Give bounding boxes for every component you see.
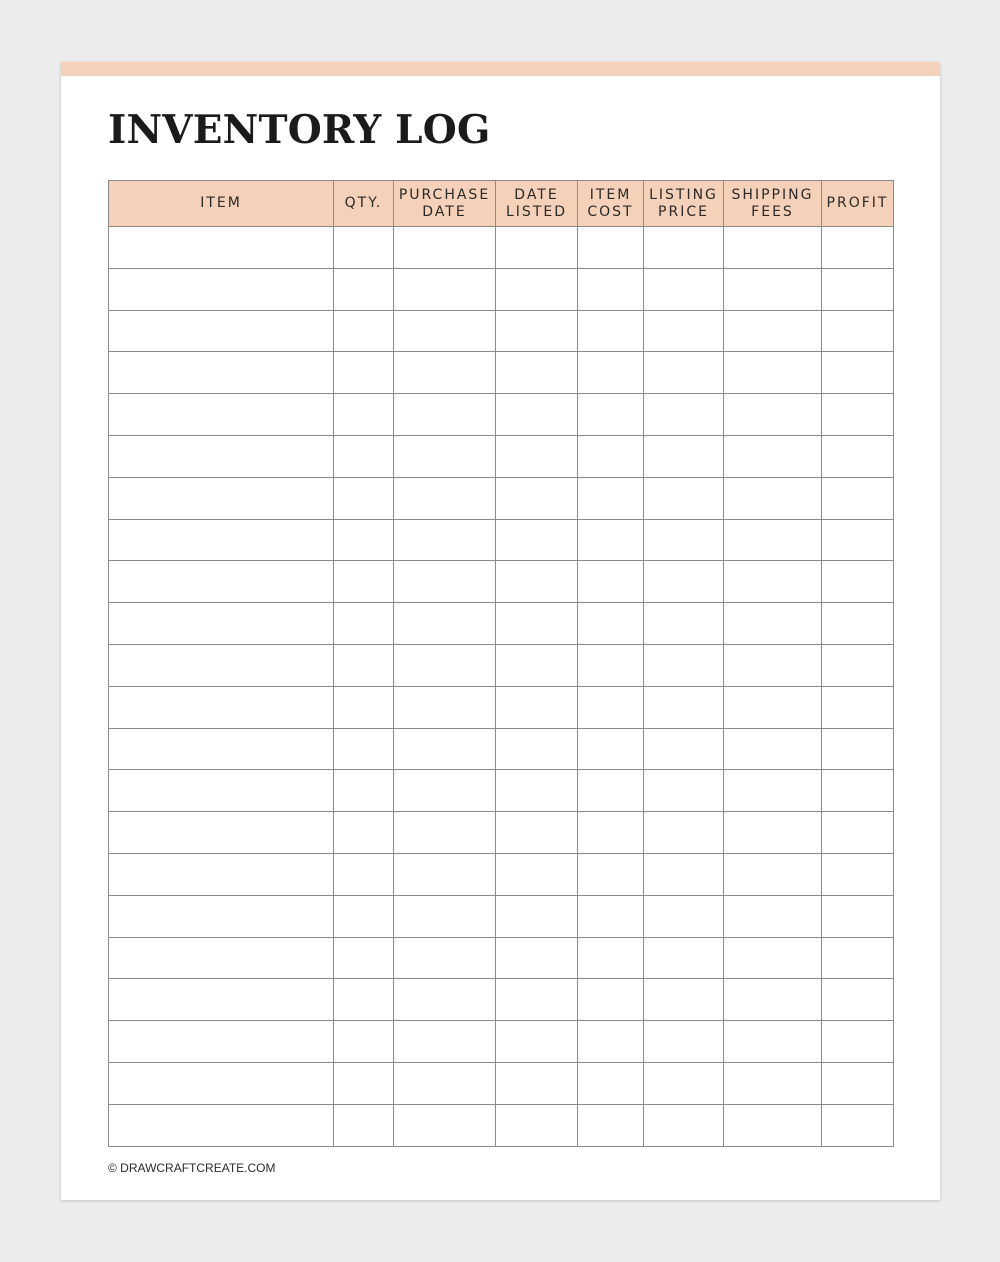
table-cell-item-cost: [578, 561, 644, 603]
table-cell-item: [109, 519, 334, 561]
table-cell-purchase-date: [394, 435, 496, 477]
table-cell-item: [109, 895, 334, 937]
table-cell-item-cost: [578, 603, 644, 645]
table-cell-shipping-fees: [724, 268, 822, 310]
table-cell-qty: [334, 770, 394, 812]
table-cell-date-listed: [496, 853, 578, 895]
table-cell-listing-price: [644, 644, 724, 686]
table-cell-listing-price: [644, 1021, 724, 1063]
table-cell-purchase-date: [394, 770, 496, 812]
table-cell-item: [109, 603, 334, 645]
table-cell-profit: [822, 310, 894, 352]
table-cell-profit: [822, 728, 894, 770]
table-cell-shipping-fees: [724, 1062, 822, 1104]
table-cell-item: [109, 394, 334, 436]
table-cell-item: [109, 268, 334, 310]
table-cell-listing-price: [644, 686, 724, 728]
table-cell-item-cost: [578, 227, 644, 269]
table-row: [109, 310, 894, 352]
table-cell-shipping-fees: [724, 352, 822, 394]
column-header-label: LISTED: [506, 203, 567, 220]
table-cell-item: [109, 1104, 334, 1146]
table-cell-profit: [822, 352, 894, 394]
table-cell-item: [109, 770, 334, 812]
table-cell-shipping-fees: [724, 895, 822, 937]
table-cell-purchase-date: [394, 352, 496, 394]
table-row: [109, 770, 894, 812]
table-cell-date-listed: [496, 603, 578, 645]
table-cell-listing-price: [644, 477, 724, 519]
table-cell-item-cost: [578, 812, 644, 854]
table-cell-purchase-date: [394, 853, 496, 895]
column-header-label: PROFIT: [826, 195, 889, 211]
table-cell-item-cost: [578, 519, 644, 561]
table-cell-shipping-fees: [724, 561, 822, 603]
table-cell-item: [109, 310, 334, 352]
table-cell-item-cost: [578, 477, 644, 519]
table-cell-purchase-date: [394, 394, 496, 436]
table-cell-purchase-date: [394, 1062, 496, 1104]
table-cell-shipping-fees: [724, 644, 822, 686]
column-header-label: LISTING: [649, 186, 718, 203]
table-cell-purchase-date: [394, 519, 496, 561]
table-cell-item-cost: [578, 1062, 644, 1104]
table-cell-listing-price: [644, 1062, 724, 1104]
table-cell-purchase-date: [394, 937, 496, 979]
table-cell-profit: [822, 1021, 894, 1063]
table-cell-listing-price: [644, 519, 724, 561]
table-cell-purchase-date: [394, 603, 496, 645]
table-cell-date-listed: [496, 1021, 578, 1063]
table-cell-date-listed: [496, 310, 578, 352]
table-row: [109, 519, 894, 561]
table-cell-date-listed: [496, 227, 578, 269]
table-row: [109, 394, 894, 436]
table-cell-item-cost: [578, 352, 644, 394]
table-cell-date-listed: [496, 686, 578, 728]
table-cell-shipping-fees: [724, 477, 822, 519]
table-cell-listing-price: [644, 603, 724, 645]
printable-sheet: [61, 62, 940, 1200]
table-cell-qty: [334, 728, 394, 770]
table-header-row: [109, 181, 894, 227]
table-row: [109, 603, 894, 645]
table-row: [109, 812, 894, 854]
table-cell-date-listed: [496, 895, 578, 937]
table-row: [109, 686, 894, 728]
column-header-label: DATE: [514, 186, 559, 203]
table-cell-date-listed: [496, 979, 578, 1021]
table-cell-qty: [334, 394, 394, 436]
table-cell-purchase-date: [394, 644, 496, 686]
table-cell-profit: [822, 812, 894, 854]
column-header-label: ITEM: [200, 195, 242, 211]
table-row: [109, 435, 894, 477]
table-cell-qty: [334, 435, 394, 477]
table-cell-item-cost: [578, 394, 644, 436]
table-row: [109, 644, 894, 686]
table-row: [109, 227, 894, 269]
accent-bar: [61, 62, 940, 76]
table-cell-purchase-date: [394, 1021, 496, 1063]
table-cell-purchase-date: [394, 561, 496, 603]
table-cell-shipping-fees: [724, 394, 822, 436]
table-cell-qty: [334, 1021, 394, 1063]
table-cell-listing-price: [644, 310, 724, 352]
table-cell-purchase-date: [394, 812, 496, 854]
copyright-footer: © DRAWCRAFTCREATE.COM: [108, 1161, 276, 1175]
table-cell-qty: [334, 352, 394, 394]
table-cell-item-cost: [578, 895, 644, 937]
table-cell-listing-price: [644, 728, 724, 770]
column-header-label: PURCHASE: [398, 186, 491, 203]
table-cell-profit: [822, 394, 894, 436]
table-cell-qty: [334, 310, 394, 352]
table-cell-shipping-fees: [724, 770, 822, 812]
table-cell-item-cost: [578, 728, 644, 770]
inventory-table: [108, 180, 894, 1147]
table-row: [109, 1021, 894, 1063]
table-cell-shipping-fees: [724, 310, 822, 352]
table-cell-date-listed: [496, 394, 578, 436]
column-header-label: FEES: [751, 203, 794, 220]
table-cell-date-listed: [496, 561, 578, 603]
table-cell-qty: [334, 519, 394, 561]
table-cell-purchase-date: [394, 268, 496, 310]
table-cell-shipping-fees: [724, 519, 822, 561]
table-cell-item-cost: [578, 644, 644, 686]
table-cell-item: [109, 1021, 334, 1063]
table-cell-item: [109, 812, 334, 854]
table-cell-item: [109, 477, 334, 519]
table-cell-item: [109, 728, 334, 770]
table-cell-item-cost: [578, 268, 644, 310]
table-cell-listing-price: [644, 770, 724, 812]
table-cell-profit: [822, 853, 894, 895]
page-title: INVENTORY LOG: [108, 107, 491, 153]
table-cell-profit: [822, 686, 894, 728]
table-cell-listing-price: [644, 1104, 724, 1146]
table-cell-profit: [822, 435, 894, 477]
table-cell-item: [109, 937, 334, 979]
table-row: [109, 937, 894, 979]
table-cell-item-cost: [578, 979, 644, 1021]
table-cell-profit: [822, 561, 894, 603]
table-cell-listing-price: [644, 352, 724, 394]
table-cell-qty: [334, 812, 394, 854]
table-cell-purchase-date: [394, 728, 496, 770]
table-body: [109, 227, 894, 1147]
table-cell-listing-price: [644, 812, 724, 854]
column-header-label: COST: [587, 203, 634, 220]
column-header-label: DATE: [422, 203, 467, 220]
table-cell-item: [109, 686, 334, 728]
table-cell-listing-price: [644, 853, 724, 895]
column-header-profit: [822, 181, 894, 227]
table-cell-date-listed: [496, 477, 578, 519]
table-cell-purchase-date: [394, 227, 496, 269]
table-row: [109, 1062, 894, 1104]
column-header-label: ITEM: [589, 186, 632, 203]
table-cell-shipping-fees: [724, 686, 822, 728]
table-cell-shipping-fees: [724, 435, 822, 477]
table-cell-listing-price: [644, 561, 724, 603]
table-cell-qty: [334, 603, 394, 645]
table-cell-qty: [334, 268, 394, 310]
table-cell-profit: [822, 644, 894, 686]
table-cell-date-listed: [496, 435, 578, 477]
table-cell-item-cost: [578, 1104, 644, 1146]
table-cell-item-cost: [578, 435, 644, 477]
table-cell-item-cost: [578, 937, 644, 979]
table-cell-item-cost: [578, 1021, 644, 1063]
table-cell-profit: [822, 227, 894, 269]
table-cell-shipping-fees: [724, 812, 822, 854]
table-cell-purchase-date: [394, 1104, 496, 1146]
table-cell-purchase-date: [394, 686, 496, 728]
table-cell-date-listed: [496, 937, 578, 979]
table-cell-qty: [334, 895, 394, 937]
table-cell-profit: [822, 603, 894, 645]
table-cell-item: [109, 644, 334, 686]
table-cell-profit: [822, 268, 894, 310]
column-header-shipping-fees: [724, 181, 822, 227]
table-cell-purchase-date: [394, 477, 496, 519]
table-cell-qty: [334, 979, 394, 1021]
table-row: [109, 1104, 894, 1146]
table-cell-item: [109, 853, 334, 895]
column-header-label: PRICE: [658, 203, 709, 220]
table-cell-shipping-fees: [724, 853, 822, 895]
table-cell-date-listed: [496, 644, 578, 686]
table-cell-qty: [334, 477, 394, 519]
table-cell-qty: [334, 686, 394, 728]
table-row: [109, 979, 894, 1021]
column-header-qty: [334, 181, 394, 227]
column-header-item: [109, 181, 334, 227]
table-cell-listing-price: [644, 937, 724, 979]
table-cell-purchase-date: [394, 979, 496, 1021]
table-row: [109, 477, 894, 519]
table-cell-qty: [334, 853, 394, 895]
table-cell-shipping-fees: [724, 1104, 822, 1146]
table-cell-date-listed: [496, 268, 578, 310]
table-cell-date-listed: [496, 728, 578, 770]
column-header-label: QTY.: [344, 195, 383, 211]
table-cell-date-listed: [496, 352, 578, 394]
table-cell-profit: [822, 1104, 894, 1146]
table-cell-date-listed: [496, 812, 578, 854]
table-cell-date-listed: [496, 519, 578, 561]
table-row: [109, 853, 894, 895]
table-cell-shipping-fees: [724, 937, 822, 979]
table-cell-date-listed: [496, 1104, 578, 1146]
table-cell-qty: [334, 1104, 394, 1146]
table-cell-purchase-date: [394, 895, 496, 937]
column-header-listing-price: [644, 181, 724, 227]
table-cell-qty: [334, 1062, 394, 1104]
table-cell-item: [109, 561, 334, 603]
table-cell-listing-price: [644, 435, 724, 477]
column-header-purchase-date: [394, 181, 496, 227]
column-header-item-cost: [578, 181, 644, 227]
table-cell-profit: [822, 1062, 894, 1104]
table-cell-listing-price: [644, 394, 724, 436]
table-cell-shipping-fees: [724, 1021, 822, 1063]
table-cell-profit: [822, 477, 894, 519]
table-cell-listing-price: [644, 979, 724, 1021]
table-cell-profit: [822, 519, 894, 561]
table-cell-item: [109, 352, 334, 394]
table-cell-item: [109, 227, 334, 269]
table-cell-item-cost: [578, 686, 644, 728]
table-cell-date-listed: [496, 770, 578, 812]
table-cell-qty: [334, 227, 394, 269]
table-cell-item: [109, 979, 334, 1021]
table-cell-listing-price: [644, 268, 724, 310]
table-row: [109, 352, 894, 394]
table-cell-purchase-date: [394, 310, 496, 352]
table-cell-listing-price: [644, 895, 724, 937]
table-cell-item-cost: [578, 770, 644, 812]
table-cell-profit: [822, 770, 894, 812]
table-cell-item-cost: [578, 853, 644, 895]
column-header-label: SHIPPING: [731, 186, 814, 203]
table-cell-shipping-fees: [724, 603, 822, 645]
table-cell-qty: [334, 937, 394, 979]
table-cell-item: [109, 1062, 334, 1104]
table-cell-date-listed: [496, 1062, 578, 1104]
table-cell-item-cost: [578, 310, 644, 352]
table-row: [109, 895, 894, 937]
table-cell-shipping-fees: [724, 728, 822, 770]
table-cell-profit: [822, 895, 894, 937]
table-row: [109, 561, 894, 603]
table-cell-item: [109, 435, 334, 477]
table-cell-profit: [822, 937, 894, 979]
table-cell-qty: [334, 561, 394, 603]
table-cell-listing-price: [644, 227, 724, 269]
table-cell-shipping-fees: [724, 227, 822, 269]
column-header-date-listed: [496, 181, 578, 227]
table-row: [109, 728, 894, 770]
table-cell-profit: [822, 979, 894, 1021]
table-cell-qty: [334, 644, 394, 686]
table-cell-shipping-fees: [724, 979, 822, 1021]
table-row: [109, 268, 894, 310]
